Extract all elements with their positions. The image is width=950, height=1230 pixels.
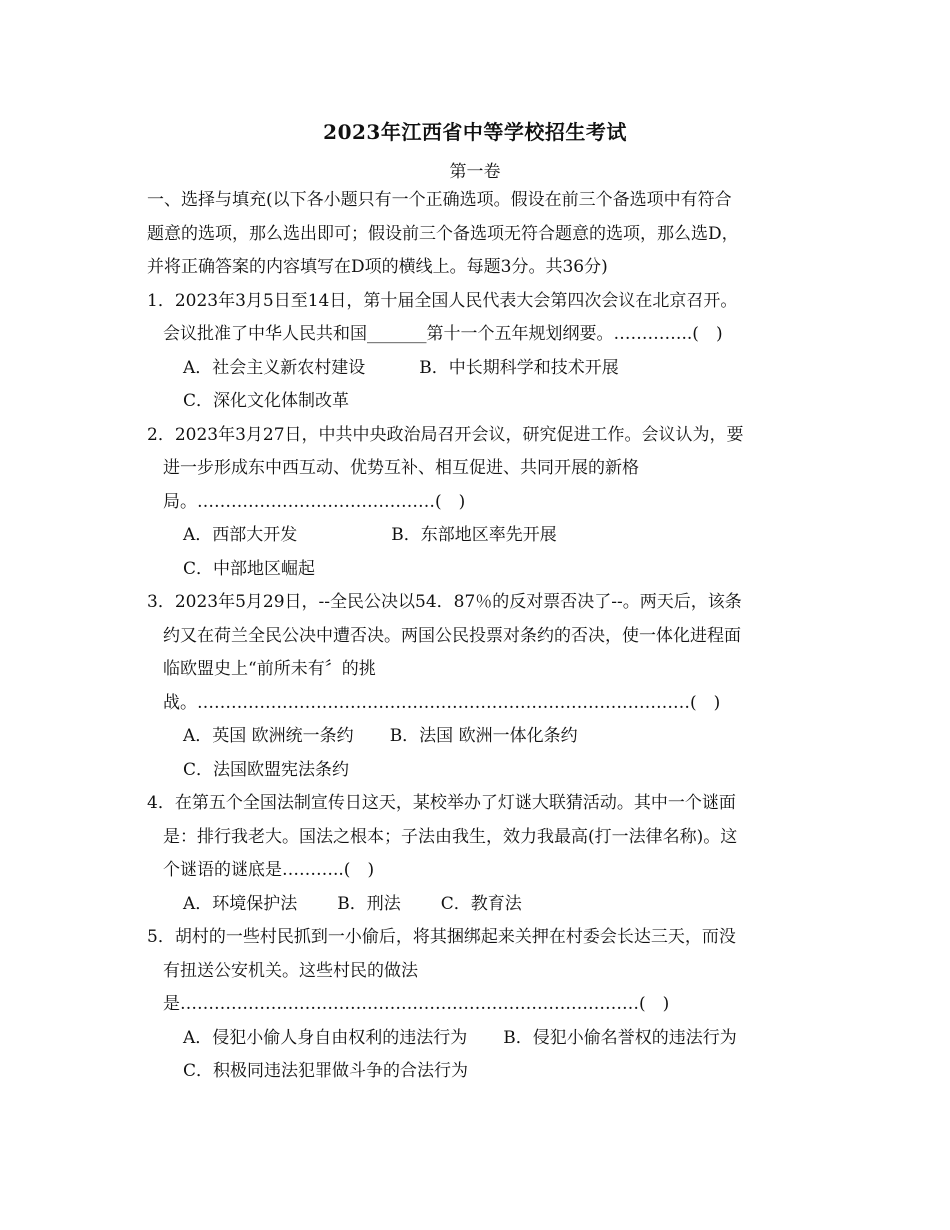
option-row [147, 385, 807, 419]
option-c[interactable]: C．中部地区崛起 [183, 558, 316, 579]
option-b[interactable]: B．东部地区率先开展 [391, 525, 557, 545]
option-row [147, 754, 807, 788]
question-2 [147, 419, 807, 587]
option-b[interactable]: B．中长期科学和技术开展 [419, 357, 619, 378]
option-a[interactable]: A．社会主义新农村建设 [183, 357, 366, 378]
option-b[interactable]: B．侵犯小偷名誉权的违法行为 [503, 1027, 737, 1048]
option-c[interactable]: C．深化文化体制改革 [183, 391, 350, 411]
option-a[interactable]: A．西部大开发 [183, 525, 298, 545]
option-c[interactable]: C．法国欧盟宪法条约 [183, 759, 350, 780]
option-a[interactable]: A．侵犯小偷人身自由权利的违法行为 [183, 1027, 468, 1048]
question-stem-line: 5．胡村的一些村民抓到一小偷后，将其捆绑起来关押在村委会长达三天，而没 [147, 927, 736, 947]
section-heading-line: 并将正确答案的内容填写在D项的横线上。每题3分。共36分) [147, 257, 608, 277]
question-5 [147, 921, 807, 1089]
question-stem-line: 临欧盟史上“前所未有〞的挑 [163, 659, 376, 679]
question-stem-line: 是………………………………………………………………………( ) [163, 994, 670, 1014]
option-row [147, 519, 807, 553]
question-stem-line: 1．2023年3月5日至14日，第十届全国人民代表大会第四次会议在北京召开。 [147, 290, 738, 311]
option-row [147, 888, 807, 922]
option-b[interactable]: B．刑法 [337, 893, 401, 914]
section-heading [147, 184, 807, 285]
question-3 [147, 586, 807, 787]
question-stem-line: 2．2023年3月27日，中共中央政治局召开会议，研究促进工作。会议认为，要 [147, 424, 744, 445]
option-a[interactable]: A．环境保护法 [183, 893, 298, 914]
option-row [147, 553, 807, 587]
exam-content [147, 184, 807, 1089]
question-stem-line: 会议批准了中华人民共和国_______第十一个五年规划纲要。…………..( ) [163, 324, 723, 344]
question-4 [147, 787, 807, 921]
question-stem-line: 战。……………………………………………………………………………( ) [163, 692, 721, 713]
question-stem-line: 是：排行我老大。国法之根本；子法由我生，效力我最高(打一法律名称)。这 [163, 826, 738, 847]
option-c[interactable]: C．积极同违法犯罪做斗争的合法行为 [183, 1061, 469, 1081]
question-stem-line: 有扭送公安机关。这些村民的做法 [163, 960, 418, 981]
question-stem-line: 3．2023年5月29日，--全民公决以54．87％的反对票否决了--。两天后，该条 [147, 592, 742, 612]
question-stem-line: 局。……………………………………( ) [163, 491, 466, 512]
question-1 [147, 285, 807, 419]
option-row [147, 1022, 807, 1056]
page-subtitle: 第一卷 [449, 162, 501, 182]
page-title: 2023年江西省中等学校招生考试 [323, 120, 627, 144]
option-a[interactable]: A．英国 欧洲统一条约 [183, 726, 354, 746]
option-row [147, 352, 807, 386]
section-heading-line: 一、选择与填充(以下各小题只有一个正确选项。假设在前三个备选项中有符合 [147, 190, 732, 210]
question-stem-line: 约又在荷兰全民公决中遭否决。两国公民投票对条约的否决，使一体化进程面 [163, 625, 741, 646]
question-stem-line: 进一步形成东中西互动、优势互补、相互促进、共同开展的新格 [163, 458, 639, 478]
option-c[interactable]: C．教育法 [440, 893, 522, 914]
question-stem-line: 4．在第五个全国法制宣传日这天，某校举办了灯谜大联猜活动。其中一个谜面 [147, 793, 736, 813]
question-stem-line: 个谜语的谜底是………..( ) [163, 860, 375, 880]
option-row [147, 720, 807, 754]
option-b[interactable]: B．法国 欧洲一体化条约 [389, 726, 578, 746]
section-heading-line: 题意的选项，那么选出即可；假设前三个备选项无符合题意的选项，那么选D， [147, 223, 739, 244]
option-row [147, 1055, 807, 1089]
